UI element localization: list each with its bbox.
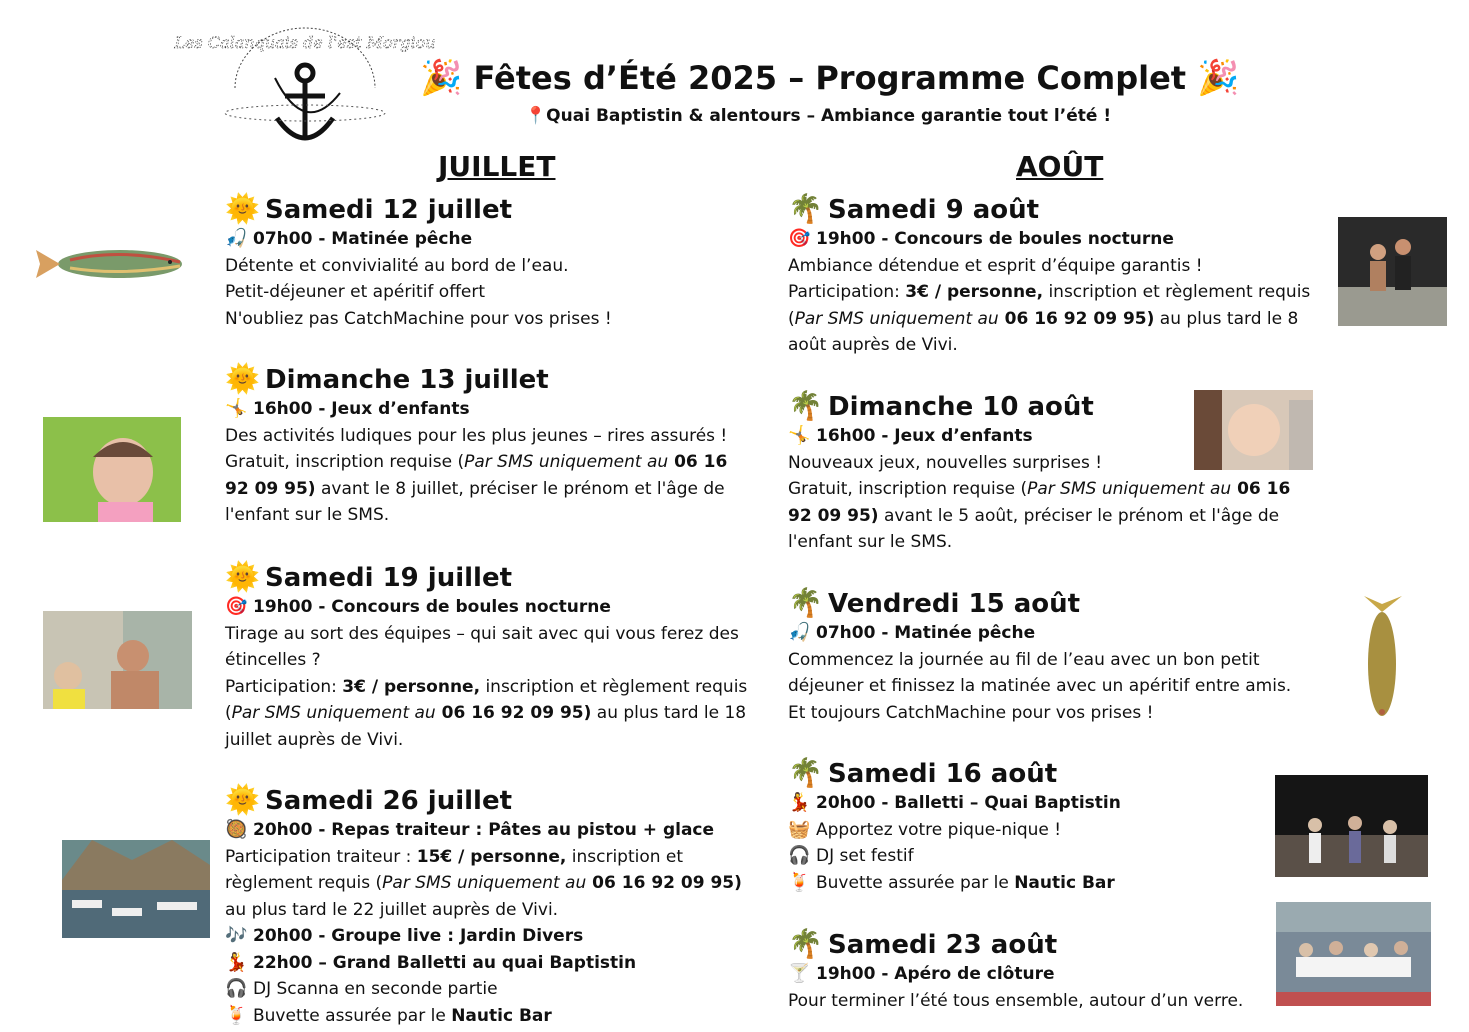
august-event-5 xyxy=(788,928,1348,1014)
event-time: 20h00 - Groupe live : Jardin Divers xyxy=(253,926,584,946)
event-text: (Par SMS uniquement au 06 16 92 09 95) au plus tard le 8 xyxy=(788,308,1299,329)
bar-name: Nautic Bar xyxy=(451,1005,552,1026)
event-date: Vendredi 15 août xyxy=(828,589,1081,619)
music-icon: 🎶 xyxy=(225,925,248,946)
cocktail-icon: 🍹 xyxy=(788,871,811,893)
page-subtitle xyxy=(525,106,1111,126)
boules-group-photo xyxy=(1338,217,1447,326)
month-heading-august: AOÛT xyxy=(1016,150,1104,183)
event-text: déjeuner et finissez la matinée avec un apéritif entre amis. xyxy=(788,676,1292,696)
fishing-icon: 🎣 xyxy=(225,228,248,249)
event-text: règlement requis (Par SMS uniquement au 06 16 92 09 95) xyxy=(225,873,742,893)
food-icon: 🥘 xyxy=(225,819,248,840)
event-text: juillet auprès de Vivi. xyxy=(225,729,404,750)
sun-icon: 🌞 xyxy=(225,560,260,593)
event-time: 07h00 - Matinée pêche xyxy=(253,229,473,249)
page-subtitle-text: Quai Baptistin & alentours – Ambiance garantie tout l’été ! xyxy=(546,106,1112,126)
august-event-2 xyxy=(788,390,1348,556)
sun-icon: 🌞 xyxy=(225,362,260,395)
event-date: Samedi 9 août xyxy=(828,195,1040,225)
anchor-icon xyxy=(277,65,333,140)
event-text: 92 09 95) avant le 8 juillet, préciser le prénom et l'âge de xyxy=(225,478,725,499)
cocktail-icon: 🍹 xyxy=(225,1004,248,1026)
august-event-3 xyxy=(788,587,1348,726)
logo-text: Les Calanquais de l'est Morgiou xyxy=(174,33,436,52)
sun-icon: 🌞 xyxy=(225,192,260,225)
fishing-icon: 🎣 xyxy=(788,622,811,643)
target-icon: 🎯 xyxy=(788,228,811,249)
event-text: au plus tard le 22 juillet auprès de Vivi. xyxy=(225,899,559,920)
basket-icon: 🧺 xyxy=(788,818,811,840)
july-event-1 xyxy=(225,193,785,332)
child-play-icon: 🤸 xyxy=(225,398,248,419)
august-event-4 xyxy=(788,757,1348,896)
event-date: Dimanche 13 juillet xyxy=(265,365,549,395)
event-date: Samedi 23 août xyxy=(828,930,1058,960)
event-time: 20h00 - Balletti – Quai Baptistin xyxy=(816,793,1121,813)
boules-players-photo xyxy=(43,611,192,709)
event-text: Tirage au sort des équipes – qui sait avec qui vous ferez des xyxy=(225,623,739,644)
event-date: Samedi 26 juillet xyxy=(265,786,513,816)
event-text: Petit-déjeuner et apéritif offert xyxy=(225,282,486,302)
event-text: l'enfant sur le SMS. xyxy=(225,505,390,525)
event-text: Buvette assurée par le xyxy=(816,872,1015,893)
event-time: 19h00 - Apéro de clôture xyxy=(816,964,1055,984)
event-text: Ambiance détendue et esprit d’équipe garantis ! xyxy=(788,255,1203,276)
event-text: Détente et convivialité au bord de l’eau. xyxy=(225,255,569,276)
event-text: étincelles ? xyxy=(225,650,321,670)
event-text: Pour terminer l’été tous ensemble, autour d’un verre. xyxy=(788,990,1244,1011)
month-heading-july: JUILLET xyxy=(438,150,556,183)
pin-icon: 📍 xyxy=(525,106,547,126)
headphones-icon: 🎧 xyxy=(788,845,811,866)
event-time: 20h00 - Repas traiteur : Pâtes au pistou + glace xyxy=(253,820,715,840)
event-text: Participation traiteur : 15€ / personne, inscription et xyxy=(225,846,684,867)
event-text: Et toujours CatchMachine pour vos prises ! xyxy=(788,702,1154,723)
event-text: Gratuit, inscription requise (Par SMS uniquement au 06 16 xyxy=(225,452,728,472)
july-event-4 xyxy=(225,784,785,1029)
sun-icon: 🌞 xyxy=(225,783,260,816)
harbour-photo xyxy=(62,840,210,938)
event-text: DJ set festif xyxy=(816,846,914,866)
event-text: Commencez la journée au fil de l’eau avec un bon petit xyxy=(788,649,1260,670)
event-time: 22h00 – Grand Balletti au quai Baptistin xyxy=(253,952,637,973)
child-pool-photo xyxy=(43,417,181,522)
cocktail-glass-icon: 🍸 xyxy=(788,963,811,984)
event-date: Samedi 12 juillet xyxy=(265,195,513,225)
palm-icon: 🌴 xyxy=(788,586,823,619)
club-logo xyxy=(174,18,436,178)
palm-icon: 🌴 xyxy=(788,192,823,225)
party-icon: 🎉 xyxy=(1197,58,1240,98)
bar-name: Nautic Bar xyxy=(1014,872,1115,893)
event-text: DJ Scanna en seconde partie xyxy=(253,979,498,999)
event-date: Samedi 16 août xyxy=(828,759,1058,789)
child-play-icon: 🤸 xyxy=(788,425,811,446)
grouper-fish-image xyxy=(1358,592,1408,730)
event-text: Buvette assurée par le xyxy=(253,1005,452,1026)
page-title-text: Fêtes d’Été 2025 – Programme Complet xyxy=(473,59,1187,97)
event-text: août auprès de Vivi. xyxy=(788,335,958,355)
event-text: l'enfant sur le SMS. xyxy=(788,532,953,552)
august-event-1 xyxy=(788,193,1348,359)
dancer-icon: 💃 xyxy=(788,792,811,813)
event-text: Participation: 3€ / personne, inscription et règlement requis xyxy=(788,282,1311,302)
dancer-icon: 💃 xyxy=(225,951,248,973)
wrasse-fish-image xyxy=(30,232,192,294)
event-date: Dimanche 10 août xyxy=(828,392,1094,422)
target-icon: 🎯 xyxy=(225,596,248,617)
event-text: Participation: 3€ / personne, inscription et règlement requis xyxy=(225,676,748,697)
july-event-3 xyxy=(225,561,785,753)
event-text: (Par SMS uniquement au 06 16 92 09 95) au plus tard le 18 xyxy=(225,703,747,723)
event-text: Gratuit, inscription requise (Par SMS uniquement au 06 16 xyxy=(788,479,1291,499)
palm-icon: 🌴 xyxy=(788,389,823,422)
july-event-2 xyxy=(225,363,785,529)
event-time: 19h00 - Concours de boules nocturne xyxy=(816,229,1174,249)
palm-icon: 🌴 xyxy=(788,927,823,960)
event-text: N'oubliez pas CatchMachine pour vos prises ! xyxy=(225,308,612,329)
event-time: 16h00 - Jeux d’enfants xyxy=(253,399,470,419)
page-title xyxy=(420,58,1240,98)
event-time: 19h00 - Concours de boules nocturne xyxy=(253,597,611,617)
event-time: 16h00 - Jeux d’enfants xyxy=(816,426,1033,446)
event-text: Des activités ludiques pour les plus jeunes – rires assurés ! xyxy=(225,425,728,446)
palm-icon: 🌴 xyxy=(788,756,823,789)
event-time: 07h00 - Matinée pêche xyxy=(816,623,1036,643)
event-date: Samedi 19 juillet xyxy=(265,563,513,593)
headphones-icon: 🎧 xyxy=(225,978,248,999)
party-icon: 🎉 xyxy=(420,58,463,98)
event-text: Apportez votre pique-nique ! xyxy=(816,819,1062,840)
event-text: 92 09 95) avant le 5 août, préciser le prénom et l'âge de xyxy=(788,505,1280,526)
event-text: Nouveaux jeux, nouvelles surprises ! xyxy=(788,452,1103,473)
